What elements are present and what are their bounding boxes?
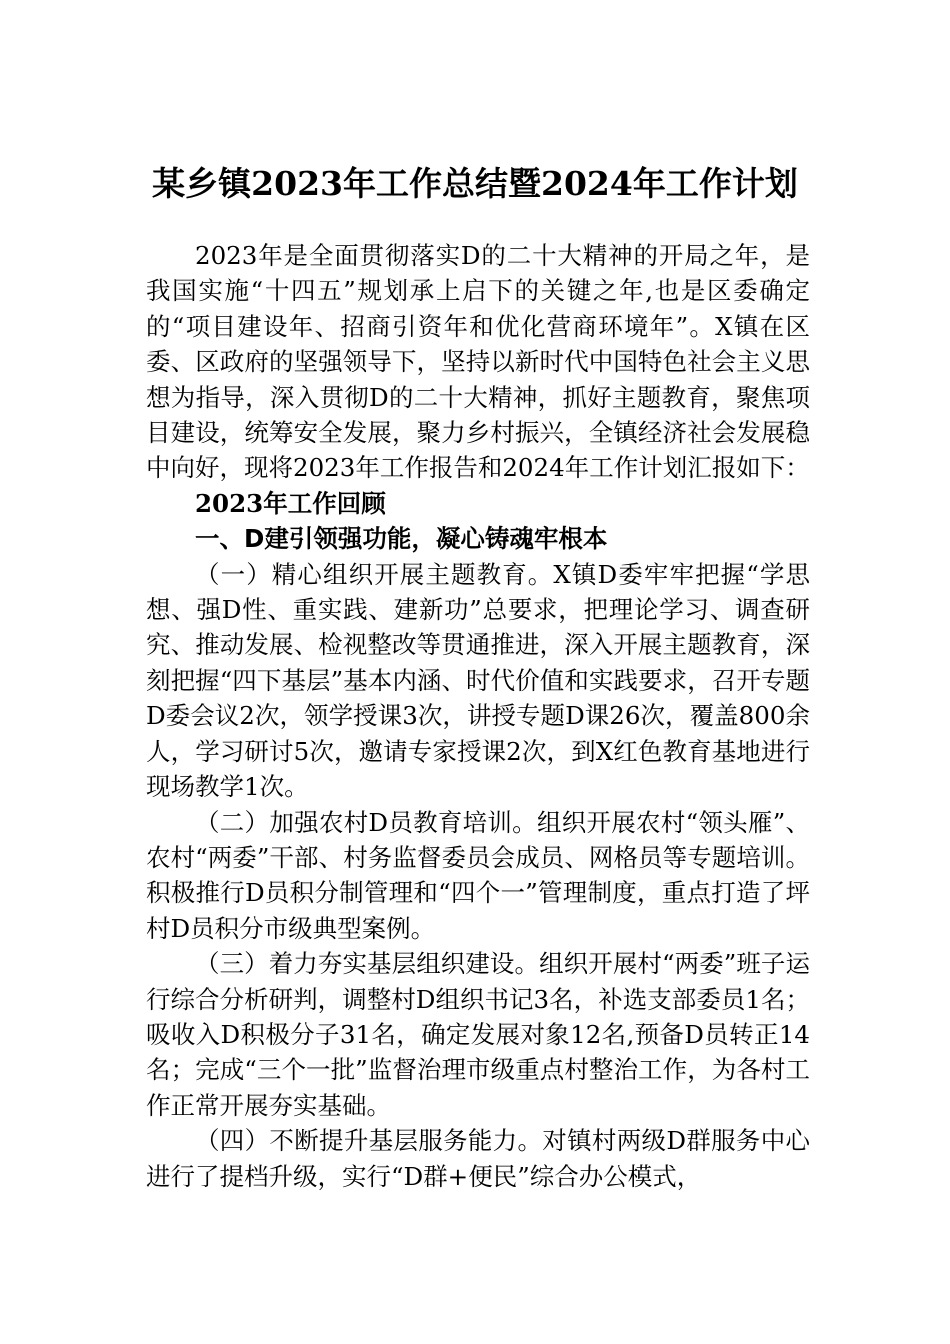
- document-title: 某乡镇2023年工作总结暨2024年工作计划: [152, 164, 798, 203]
- section-heading: 2023年工作回顾: [195, 488, 386, 518]
- intro-paragraph: 2023年是全面贯彻落实D的二十大精神的开局之年，是我国实施“十四五”规划承上启下的关键之年,也是区委确定的“项目建设年、招商引资年和优化营商环境年”。X镇在区委、区政府的坚强领导下，坚持以新时代中国特色社会主义思想为指导，深入贯彻D的二十大精神，抓好主题教育，聚焦项目建设，统筹安全发展，聚力乡村振兴，全镇经济社会发展稳中向好，现将2023年工作报告和2024年工作计划汇报如下：: [146, 241, 810, 483]
- body-paragraph-3: （三）着力夯实基层组织建设。组织开展村“两委”班子运行综合分析研判，调整村D组织书记3名，补选支部委员1名；吸收入D积极分子31名，确定发展对象12名,预备D员转正14名；完成“三个一批”监督治理市级重点村整治工作，为各村工作正常开展夯实基础。: [146, 949, 810, 1120]
- subsection-heading: 一、D建引领强功能，凝心铸魂牢根本: [195, 524, 608, 554]
- body-paragraph-4: （四）不断提升基层服务能力。对镇村两级D群服务中心进行了提档升级，实行“D群+便民”综合办公模式，: [146, 1126, 810, 1191]
- document-body: [146, 238, 810, 1194]
- body-paragraph-2: （二）加强农村D员教育培训。组织开展农村“领头雁”、农村“两委”干部、村务监督委员会成员、网格员等专题培训。积极推行D员积分制管理和“四个一”管理制度，重点打造了坪村D员积分市级典型案例。: [146, 807, 810, 943]
- body-paragraph-1: （一）精心组织开展主题教育。X镇D委牢牢把握“学思想、强D性、重实践、建新功”总要求，把理论学习、调查研究、推动发展、检视整改等贯通推进，深入开展主题教育，深刻把握“四下基层”基本内涵、时代价值和实践要求，召开专题D委会议2次，领学授课3次，讲授专题D课26次，覆盖800余人，学习研讨5次，邀请专家授课2次，到X红色教育基地进行现场教学1次。: [146, 559, 810, 802]
